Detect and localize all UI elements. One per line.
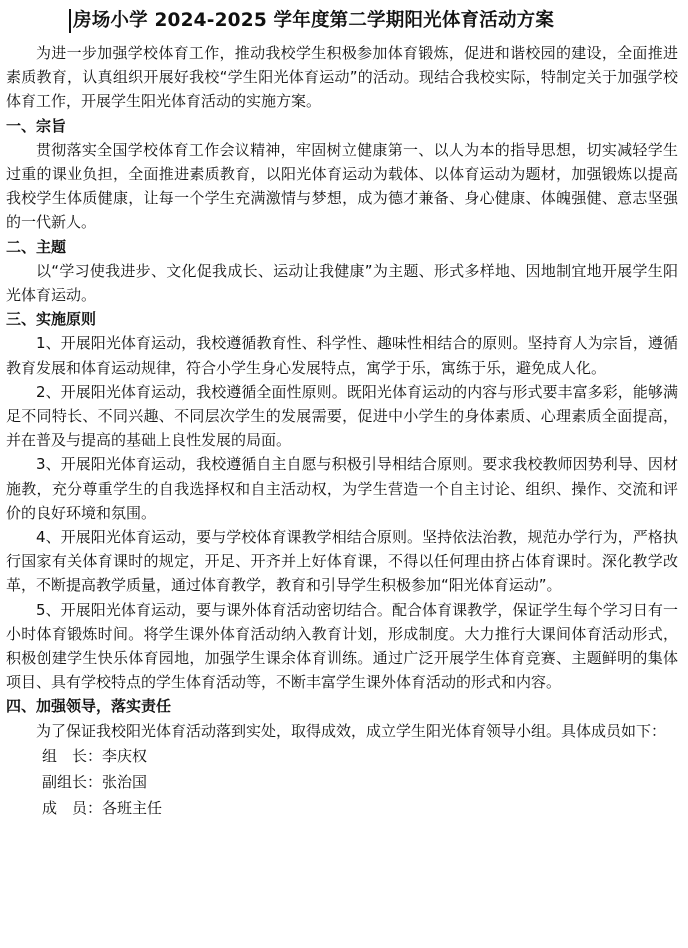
principle-item-5: 5、开展阳光体育运动，要与课外体育活动密切结合。配合体育课教学，保证学生每个学习日有一小时体育锻炼时间。将学生课外体育活动纳入教育计划，形成制度。大力推行大课间体育活动形式，积极创建学生快乐体育园地，加强学生课余体育训练。通过广泛开展学生体育竞赛、主题鲜明的集体项目、具有学校特点的学生体育活动等，不断丰富学生课外体育活动的形式和内容。 — [6, 600, 678, 692]
theme-paragraph: 以“学习使我进步、文化促我成长、运动让我健康”为主题、形式多样地、因地制宜地开展学生阳光体育运动。 — [6, 261, 678, 305]
principle-item-4: 4、开展阳光体育运动，要与学校体育课教学相结合原则。坚持依法治教，规范办学行为，严格执行国家有关体育课时的规定，开足、开齐并上好体育课，不得以任何理由挤占体育课时。深化教学改革，不断提高教学质量，通过体育教学，教育和引导学生积极参加“阳光体育运动”。 — [6, 528, 678, 595]
section-heading-theme: 二、主题 — [6, 237, 67, 256]
principle-item-3: 3、开展阳光体育运动，我校遵循自主自愿与积极引导相结合原则。要求我校教师因势利导、因材施教，充分尊重学生的自我选择权和自主活动权，为学生营造一个自主讨论、组织、操作、交流和评价的良好环境和氛围。 — [6, 455, 678, 522]
principle-item-1: 1、开展阳光体育运动，我校遵循教育性、科学性、趣味性相结合的原则。坚持育人为宗旨，遵循教育发展和体育运动规律，符合小学生身心发展特点，寓学于乐，寓练于乐，避免成人化。 — [6, 334, 678, 377]
document-title — [6, 6, 678, 36]
leadership-paragraph: 为了保证我校阳光体育活动落到实处，取得成效，成立学生阳光体育领导小组。具体成员如下： — [36, 721, 667, 740]
intro-paragraph: 为进一步加强学校体育工作，推动我校学生积极参加体育锻炼，促进和谐校园的建设，全面推进素质教育，认真组织开展好我校“学生阳光体育运动”的活动。现结合我校实际，特制定关于加强学校体育工作，开展学生阳光体育活动的实施方案。 — [6, 44, 678, 111]
document-title-text: 房场小学 2024-2025 学年度第二学期阳光体育活动方案 — [73, 10, 555, 31]
member-leader: 组 长：李庆权 — [42, 746, 148, 765]
purpose-paragraph: 贯彻落实全国学校体育工作会议精神，牢固树立健康第一、以人为本的指导思想，切实减轻学生过重的课业负担，全面推进素质教育，以阳光体育运动为载体、以体育运动为题材，加强锻炼以提高我校学生体质健康，让每一个学生充满激情与梦想，成为德才兼备、身心健康、体魄强健、意志坚强的一代新人。 — [6, 140, 678, 232]
section-heading-principles: 三、实施原则 — [6, 310, 97, 329]
member-deputy-leader: 副组长：张治国 — [42, 772, 148, 791]
member-members: 成 员：各班主任 — [42, 798, 163, 817]
section-heading-purpose: 一、宗旨 — [6, 116, 67, 135]
principle-item-2: 2、开展阳光体育运动，我校遵循全面性原则。既阳光体育运动的内容与形式要丰富多彩，能够满足不同特长、不同兴趣、不同层次学生的发展需要，促进中小学生的身体素质、心理素质全面提高，并在普及与提高的基础上良性发展的局面。 — [6, 382, 678, 450]
text-cursor — [69, 9, 71, 33]
section-heading-leadership: 四、加强领导，落实责任 — [6, 697, 172, 716]
